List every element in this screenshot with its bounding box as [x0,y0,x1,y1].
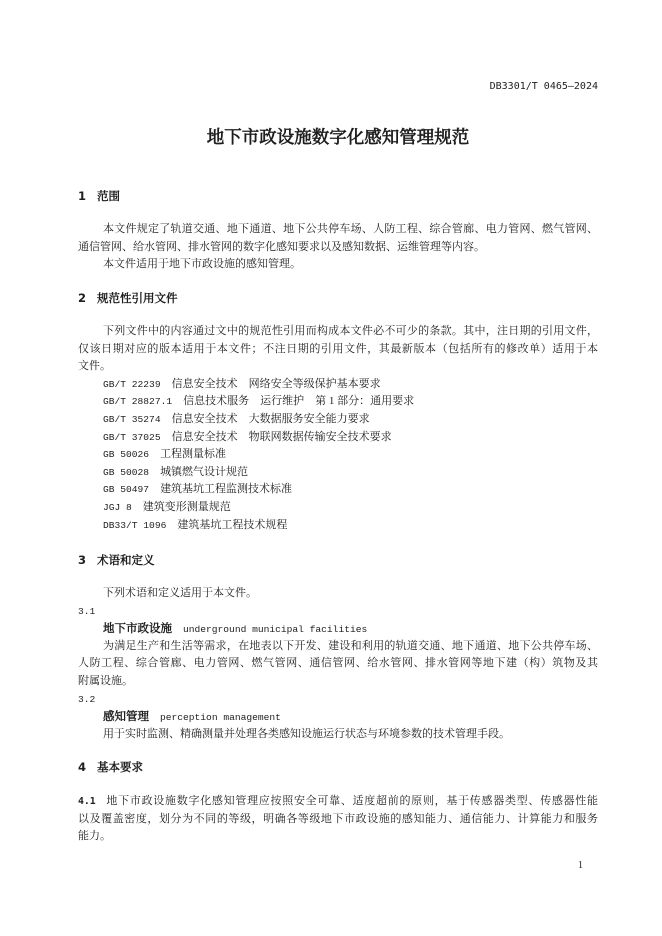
definition-line: 附属设施。 [78,674,133,687]
reference-item [78,499,598,517]
section-number: 4 [78,760,87,774]
reference-title: 信息安全技术 物联网数据传输安全技术要求 [171,430,392,443]
reference-item [78,446,598,464]
reference-title: 信息技术服务 运行维护 第 1 部分：通用要求 [183,395,415,408]
clause-line: 以及覆盖密度，划分为不同的等级，明确各等级地下市政设施的感知能力、通信能力、计算能力和服务 [78,812,598,825]
term-chinese: 感知管理 [103,709,149,724]
paragraph-line: 下列文件中的内容通过文中的规范性引用而构成本文件必不可少的条款。其中，注日期的引用文件， [103,325,598,337]
reference-item [78,517,598,535]
clause-number: 4.1 [78,796,96,807]
clause-line [78,793,598,811]
reference-item [78,411,598,429]
page-number: 1 [578,860,583,871]
reference-code: GB/T 28827.1 [103,396,173,408]
reference-code: GB 50026 [103,449,150,461]
term-chinese: 地下市政设施 [103,621,172,636]
section-number: 2 [78,291,87,305]
definition-line: 为满足生产和生活等需求，在地表以下开发、建设和利用的轨道交通、地下通道、地下公共停车场、 [103,639,598,652]
paragraph-line: 本文件规定了轨道交通、地下通道、地下公共停车场、人防工程、综合管廊、电力管网、燃气管网、 [103,223,598,235]
section-number: 1 [78,189,87,203]
definition-line: 用于实时监测、精确测量并处理各类感知设施运行状态与环境参数的技术管理手段。 [103,727,510,740]
reference-item [78,376,598,394]
reference-title: 信息安全技术 网络安全等级保护基本要求 [171,377,381,390]
reference-title: 信息安全技术 大数据服务安全能力要求 [171,412,370,425]
section-body-normative-references [78,323,598,534]
reference-title: 工程测量标准 [160,448,227,461]
reference-title: 城镇燃气设计规范 [160,465,249,478]
section-body-terms [78,585,598,743]
section-heading-normative-references [78,289,598,307]
section-heading-terms [78,551,598,569]
term-entry [78,708,598,726]
reference-item [78,393,598,411]
reference-code: GB/T 37025 [103,431,161,443]
section-heading-basic-requirements [78,758,598,776]
section-title: 术语和定义 [97,553,155,567]
section-number: 3 [78,553,87,567]
reference-code: GB/T 22239 [103,378,161,390]
term-number: 3.1 [78,605,96,617]
section-title: 范围 [97,189,120,203]
paragraph-line: 文件。 [78,360,111,373]
document-title: 地下市政设施数字化感知管理规范 [206,128,470,148]
reference-code: GB 50497 [103,484,150,496]
paragraph-line: 通信管网、给水管网、排水管网的数字化感知要求以及感知数据、运维管理等内容。 [78,240,485,253]
paragraph-line: 下列术语和定义适用于本文件。 [103,587,257,599]
section-heading-scope [78,187,598,205]
section-title: 规范性引用文件 [97,291,178,305]
reference-item [78,429,598,447]
reference-title: 建筑变形测量规范 [142,500,231,513]
paragraph-line: 仅该日期对应的版本适用于本文件；不注日期的引用文件，其最新版本（包括所有的修改单）适用于本 [78,342,598,355]
term-number: 3.2 [78,693,96,705]
section-title: 基本要求 [97,760,143,774]
section-body-basic-requirements [78,793,598,846]
definition-line: 人防工程、综合管廊、电力管网、燃气管网、通信管网、给水管网、排水管网等地下建（构）筑物及其 [78,657,598,670]
term-english: underground municipal facilities [183,624,368,636]
reference-item [78,481,598,499]
standard-code: DB3301/T 0465—2024 [489,81,598,92]
clause-line: 能力。 [78,830,111,843]
reference-code: DB33/T 1096 [103,519,167,531]
reference-code: GB 50028 [103,466,150,478]
term-english: perception management [160,712,281,724]
paragraph-line: 本文件适用于地下市政设施的感知管理。 [103,258,301,271]
clause-text: 地下市政设施数字化感知管理应按照安全可靠、适度超前的原则，基于传感器类型、传感器性能 [105,795,598,807]
reference-code: GB/T 35274 [103,413,161,425]
reference-item [78,464,598,482]
term-entry [78,620,598,638]
reference-code: JGJ 8 [103,501,132,513]
reference-title: 建筑基坑工程监测技术标准 [160,483,293,496]
section-body-scope [78,221,598,274]
reference-title: 建筑基坑工程技术规程 [177,518,288,531]
